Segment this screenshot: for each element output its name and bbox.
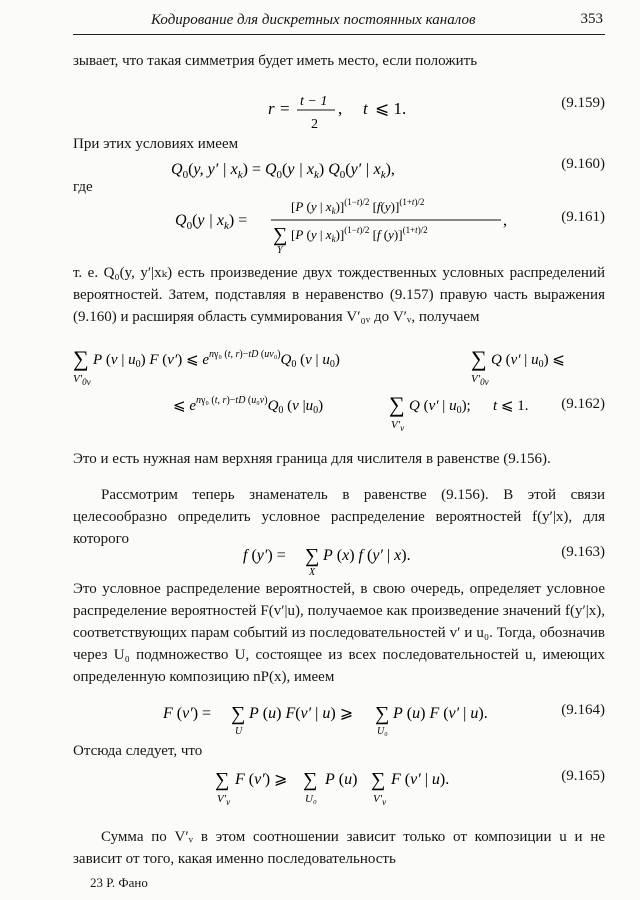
equation-9-163-formula	[73, 542, 493, 582]
svg-text:V′0v: $V'_{0v}$	[471, 373, 489, 387]
svg-text:U₀: U₀	[377, 726, 388, 737]
equation-number: (9.160)	[561, 156, 605, 172]
svg-text:Q (v′ | u0);: Q (v′ | $u_0$);	[409, 398, 471, 416]
svg-text:Q0(y | xk) =: $Q_0(y$ | $x_k$) =	[175, 212, 248, 232]
svg-text:Y: Y	[277, 245, 283, 256]
svg-text:∑: ∑	[231, 703, 246, 725]
svg-text:=: =	[280, 99, 290, 118]
paragraph-9: Сумма по V′ᵥ в этом соотношении зависит только от композиции u и не зависит от того, какая именно последовательность	[73, 829, 605, 867]
svg-text:∑: ∑	[389, 392, 405, 417]
paragraph-7: Это условное распределение вероятностей, в свою очередь, определяет условное распределение вероятностей F(v′|u), получаемое как произведение значений f(y′|x), соответствующих парам событий из последовательностей v′ и u₀. Тогда, обозначив через U₀ подмножество U, состоящее из всех последовательностей u, имеющих определенную композицию nP(x), имеем	[73, 581, 605, 685]
svg-text:r: r	[268, 99, 275, 118]
paragraph-1: зывает, что такая симметрия будет иметь место, если положить	[73, 53, 478, 69]
running-header	[73, 10, 605, 35]
svg-text:∑: ∑	[273, 224, 288, 246]
paragraph-5: Это и есть нужная нам верхняя граница для числителя в равенстве (9.156).	[73, 451, 551, 467]
svg-text:∑: ∑	[371, 769, 386, 791]
equation-number: (9.163)	[561, 544, 605, 560]
svg-text:t: t	[363, 99, 368, 118]
svg-text:P (u): P (u)	[325, 771, 358, 788]
svg-text:[P (y | xk)](1−t)/2 [f(y)](1+t: [P (y | $x_k)]^{(1-t)/2}$ $[f(y)]^{(1+t)/2}$	[291, 197, 425, 216]
svg-text:[P (y | xk)](1−t)/2 [f (y)](1+: [P (y | $x_k)]^{(1-t)/2}$ [f (y)]$^{(1+t)/2}$	[291, 225, 428, 244]
svg-text:F (v′) ⩾: F (v′) ⩾	[235, 771, 288, 788]
svg-text:,: ,	[503, 212, 507, 229]
equation-9-161-formula	[73, 195, 513, 257]
svg-text:f (y′) =: f (y′) =	[243, 547, 286, 564]
svg-text:∑: ∑	[305, 545, 320, 567]
equation-number: (9.162)	[561, 396, 605, 412]
equation-9-164-formula	[73, 700, 513, 740]
running-title: Кодирование для дискретных постоянных каналов	[151, 12, 476, 28]
svg-text:2: 2	[311, 117, 318, 132]
svg-text:V′v: $V'_v$	[373, 793, 387, 807]
svg-text:⩽ enγ₀ (t, r)−tD (u₀v)Q0 (v |u: ⩽ $e^{n\gamma_0 (t, r)-tD (u_0v)}Q_0$ (v $|u_0$)	[173, 395, 324, 416]
svg-text:Q0(y, y′ | xk) = Q0(y | xk) Q0: $Q_0(y$, y′ | $x_k) = Q_0(y$ | $x_k$) $Q_0(y'$ | $x_k$),	[171, 161, 395, 181]
equation-9-159-formula	[73, 92, 493, 136]
svg-text:V′0v: $V'_{0v}$	[73, 373, 91, 387]
equation-number: (9.159)	[561, 95, 605, 111]
equation-9-161	[73, 195, 605, 257]
equation-9-165	[73, 764, 605, 814]
svg-text:P (v | u0) F (v′) ⩽ enγ₀ (t, r: P (v | $u_0$) F (v′) ⩽ $e^{n\gamma_0 (t, r)-tD (uv_0)}Q_0$ (v | $u_0$)	[93, 349, 340, 370]
svg-text:P (x) f (y′ | x).: P (x) f (y′ | x).	[323, 547, 411, 564]
paragraph-2: При этих условиях имеем	[73, 136, 239, 152]
equation-9-165-formula	[73, 764, 513, 814]
equation-number: (9.165)	[561, 768, 605, 784]
svg-text:U: U	[235, 726, 243, 737]
svg-text:V′v: $V'_v$	[217, 793, 231, 807]
svg-text:t ⩽ 1.: t ⩽ 1.	[493, 398, 529, 414]
footer-signature: 23 Р. Фано	[90, 875, 148, 890]
svg-text:∑: ∑	[73, 346, 89, 371]
svg-text:F (v′ | u).: F (v′ | u).	[391, 771, 450, 788]
paragraph-6: Рассмотрим теперь знаменатель в равенстве (9.156). В этой связи целесообразно определить условное распределение вероятностей f(y′|x), для которого	[73, 487, 605, 547]
page-number: 353	[580, 11, 603, 27]
svg-text:∑: ∑	[303, 769, 318, 791]
paragraph-4: т. е. Q₀(y, y′|xₖ) есть произведение двух тождественных условных распределений вероятностей. Затем, подставляя в неравенство (9.157) правую часть выражения (9.160) и расширяя область суммирования V′₀ᵥ до V′ᵥ, получаем	[73, 265, 605, 325]
svg-text:,: ,	[338, 99, 343, 118]
svg-text:X: X	[309, 567, 316, 578]
equation-9-162-formula	[73, 346, 605, 436]
svg-text:F (v′) =: F (v′) =	[163, 705, 212, 722]
paragraph-3: где	[73, 179, 93, 195]
svg-text:U₀: U₀	[305, 793, 317, 805]
svg-text:∑: ∑	[375, 703, 390, 725]
svg-text:∑: ∑	[471, 346, 487, 371]
svg-text:P (u) F(v′ | u) ⩾: P (u) F(v′ | u) ⩾	[249, 705, 354, 722]
svg-text:∑: ∑	[215, 769, 230, 791]
paragraph-8: Отсюда следует, что	[73, 743, 203, 759]
svg-text:⩽ 1.: ⩽ 1.	[375, 99, 407, 118]
equation-number: (9.161)	[561, 209, 605, 225]
equation-number: (9.164)	[561, 702, 605, 718]
svg-text:P (u) F (v′ | u).: P (u) F (v′ | u).	[393, 705, 488, 722]
svg-text:Q (v′ | u0) ⩽: Q (v′ | $u_0$) ⩽	[491, 352, 565, 370]
svg-text:V′v: $V'_v$	[391, 419, 405, 433]
equation-9-162	[73, 346, 605, 436]
svg-text:t − 1: t − 1	[300, 94, 328, 109]
